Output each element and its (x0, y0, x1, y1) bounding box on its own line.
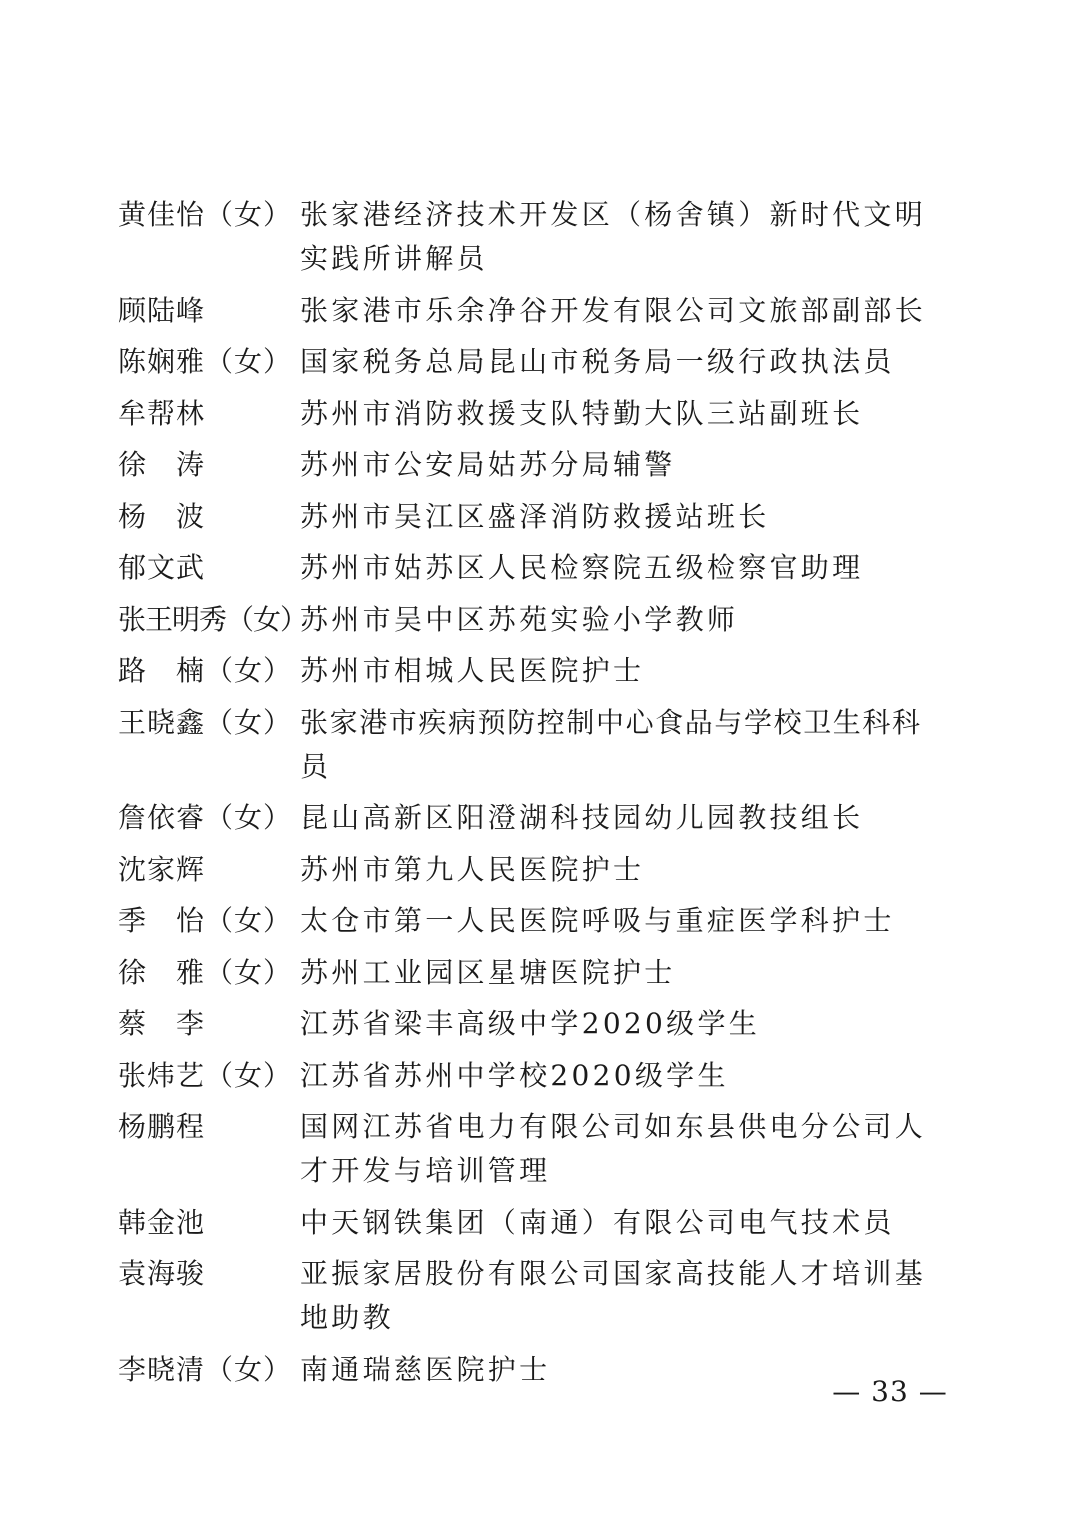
list-item (118, 495, 948, 539)
person-position: 苏州市相城人民医院护士 (300, 654, 645, 687)
person-name: 陈娴雅（女） (118, 345, 293, 378)
list-item (118, 1252, 948, 1340)
person-position: 张家港市乐余净谷开发有限公司文旅部副部长 (300, 293, 927, 327)
person-name: 牟帮林 (118, 396, 206, 430)
person-name: 詹依睿（女） (118, 801, 293, 834)
list-item (118, 1105, 948, 1193)
person-name: 季 怡（女） (118, 904, 293, 937)
list-item (118, 848, 948, 892)
list-item (118, 598, 948, 642)
person-position: 国家税务总局昆山市税务局一级行政执法员 (300, 345, 895, 378)
person-position: 国网江苏省电力有限公司如东县供电分公司人才开发与培训管理 (300, 1110, 927, 1187)
person-position: 苏州市第九人民医院护士 (300, 852, 645, 886)
person-name: 韩金池 (118, 1205, 206, 1239)
person-position: 中天钢铁集团（南通）有限公司电气技术员 (300, 1205, 895, 1239)
list-item (118, 289, 948, 333)
list-item (118, 951, 948, 995)
person-position: 亚振家居股份有限公司国家高技能人才培训基地助教 (300, 1257, 927, 1334)
person-position: 太仓市第一人民医院呼吸与重症医学科护士 (300, 904, 895, 937)
page-number: — 33 — (832, 1375, 948, 1408)
person-position: 苏州市公安局姑苏分局辅警 (300, 448, 676, 481)
person-name: 顾陆峰 (118, 293, 206, 327)
person-position: 张家港经济技术开发区（杨舍镇）新时代文明实践所讲解员 (300, 198, 927, 275)
list-item (118, 1002, 948, 1046)
person-name: 张炜艺（女） (118, 1058, 293, 1092)
list-item (118, 546, 948, 590)
person-position: 苏州工业园区星塘医院护士 (300, 955, 676, 989)
person-name: 沈家辉 (118, 852, 206, 886)
person-position: 苏州市消防救援支队特勤大队三站副班长 (300, 396, 864, 430)
list-item (118, 443, 948, 487)
list-item (118, 701, 948, 789)
person-name: 王晓鑫（女） (118, 705, 293, 739)
person-position: 苏州市姑苏区人民检察院五级检察官助理 (300, 551, 864, 584)
person-position: 南通瑞慈医院护士 (300, 1352, 551, 1386)
list-item (118, 1201, 948, 1245)
person-name: 黄佳怡（女） (118, 198, 293, 231)
person-name: 杨鹏程 (118, 1110, 206, 1143)
honoree-list (118, 193, 948, 1399)
person-name: 杨 波 (118, 499, 206, 533)
list-item (118, 1054, 948, 1098)
person-position: 江苏省苏州中学校2020级学生 (300, 1058, 729, 1092)
person-position: 苏州市吴江区盛泽消防救援站班长 (300, 499, 770, 533)
person-position: 昆山高新区阳澄湖科技园幼儿园教技组长 (300, 801, 864, 834)
person-name: 蔡 李 (118, 1007, 206, 1040)
person-name: 郁文武 (118, 551, 206, 584)
list-item (118, 649, 948, 693)
person-position: 张家港市疾病预防控制中心食品与学校卫生科科员 (300, 705, 922, 783)
person-position: 苏州市吴中区苏苑实验小学教师 (300, 602, 739, 636)
list-item (118, 340, 948, 384)
list-item (118, 193, 948, 281)
person-name: 李晓清（女） (118, 1352, 293, 1386)
person-name: 张王明秀（女） (118, 602, 308, 636)
person-name: 徐 涛 (118, 448, 206, 481)
list-item (118, 392, 948, 436)
person-name: 袁海骏 (118, 1257, 206, 1290)
person-name: 路 楠（女） (118, 654, 293, 687)
list-item (118, 899, 948, 943)
list-item (118, 796, 948, 840)
person-name: 徐 雅（女） (118, 955, 293, 989)
person-position: 江苏省梁丰高级中学2020级学生 (300, 1007, 761, 1040)
